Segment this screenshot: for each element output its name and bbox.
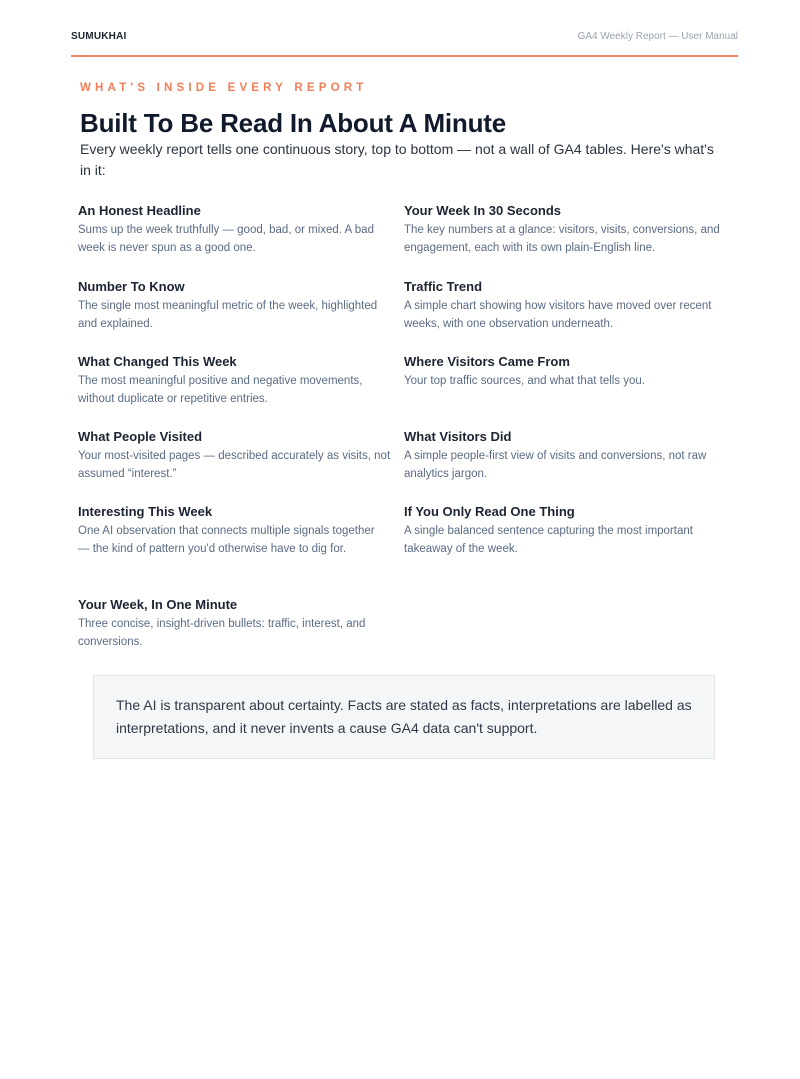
- section-what-changed: [78, 354, 393, 408]
- section-title: What Visitors Did: [404, 429, 512, 444]
- section-description: The most meaningful positive and negative movements, without duplicate or repetitive entries.: [78, 375, 363, 405]
- section-title: Traffic Trend: [404, 279, 483, 294]
- section-honest-headline: [78, 203, 393, 257]
- section-title: Where Visitors Came From: [404, 354, 570, 369]
- section-week-in-one-minute: [78, 597, 393, 651]
- section-description: Your top traffic sources, and what that tells you.: [404, 375, 646, 387]
- intro-paragraph: Every weekly report tells one continuous story, top to bottom — not a wall of GA4 tables. Here's what's in it:: [80, 141, 714, 178]
- section-title: If You Only Read One Thing: [404, 504, 575, 519]
- section-description: A single balanced sentence capturing the most important takeaway of the week.: [404, 525, 693, 555]
- section-eyebrow: WHAT'S INSIDE EVERY REPORT: [80, 82, 368, 94]
- section-traffic-trend: [404, 279, 734, 333]
- page-title: Built To Be Read In About A Minute: [80, 108, 507, 138]
- section-title: Interesting This Week: [78, 504, 213, 519]
- section-title: An Honest Headline: [78, 203, 201, 218]
- section-what-visitors-did: [404, 429, 734, 483]
- section-description: Sums up the week truthfully — good, bad, or mixed. A bad week is never spun as a good one.: [78, 224, 374, 254]
- section-interesting-this-week: [78, 504, 388, 558]
- section-title: Your Week, In One Minute: [78, 597, 238, 612]
- section-title: Your Week In 30 Seconds: [404, 203, 562, 218]
- section-description: The key numbers at a glance: visitors, visits, conversions, and engagement, each with its own plain-English line.: [404, 224, 720, 254]
- section-description: The single most meaningful metric of the week, highlighted and explained.: [78, 300, 378, 330]
- document-title: GA4 Weekly Report — User Manual: [577, 31, 738, 42]
- callout-text: The AI is transparent about certainty. Facts are stated as facts, interpretations are labelled as interpretations, and it never invents a cause GA4 data can't support.: [116, 697, 692, 736]
- section-week-in-30-seconds: [404, 203, 734, 257]
- section-title: What Changed This Week: [78, 354, 237, 369]
- section-title: Number To Know: [78, 279, 185, 294]
- section-description: Your most-visited pages — described accurately as visits, not assumed “interest.”: [78, 450, 391, 480]
- brand-name: SUMUKHAI: [71, 31, 127, 42]
- section-description: One AI observation that connects multiple signals together — the kind of pattern you'd otherwise have to dig for.: [78, 525, 375, 555]
- page-header: [71, 29, 738, 57]
- section-read-one-thing: [404, 504, 734, 558]
- section-what-people-visited: [78, 429, 393, 483]
- section-description: A simple people-first view of visits and conversions, not raw analytics jargon.: [404, 450, 707, 480]
- section-description: Three concise, insight-driven bullets: traffic, interest, and conversions.: [78, 618, 366, 648]
- section-title: What People Visited: [78, 429, 203, 444]
- certainty-callout: [93, 675, 715, 759]
- section-description: A simple chart showing how visitors have moved over recent weeks, with one observation underneath.: [404, 300, 712, 330]
- section-number-to-know: [78, 279, 393, 333]
- section-where-visitors-came-from: [404, 354, 734, 391]
